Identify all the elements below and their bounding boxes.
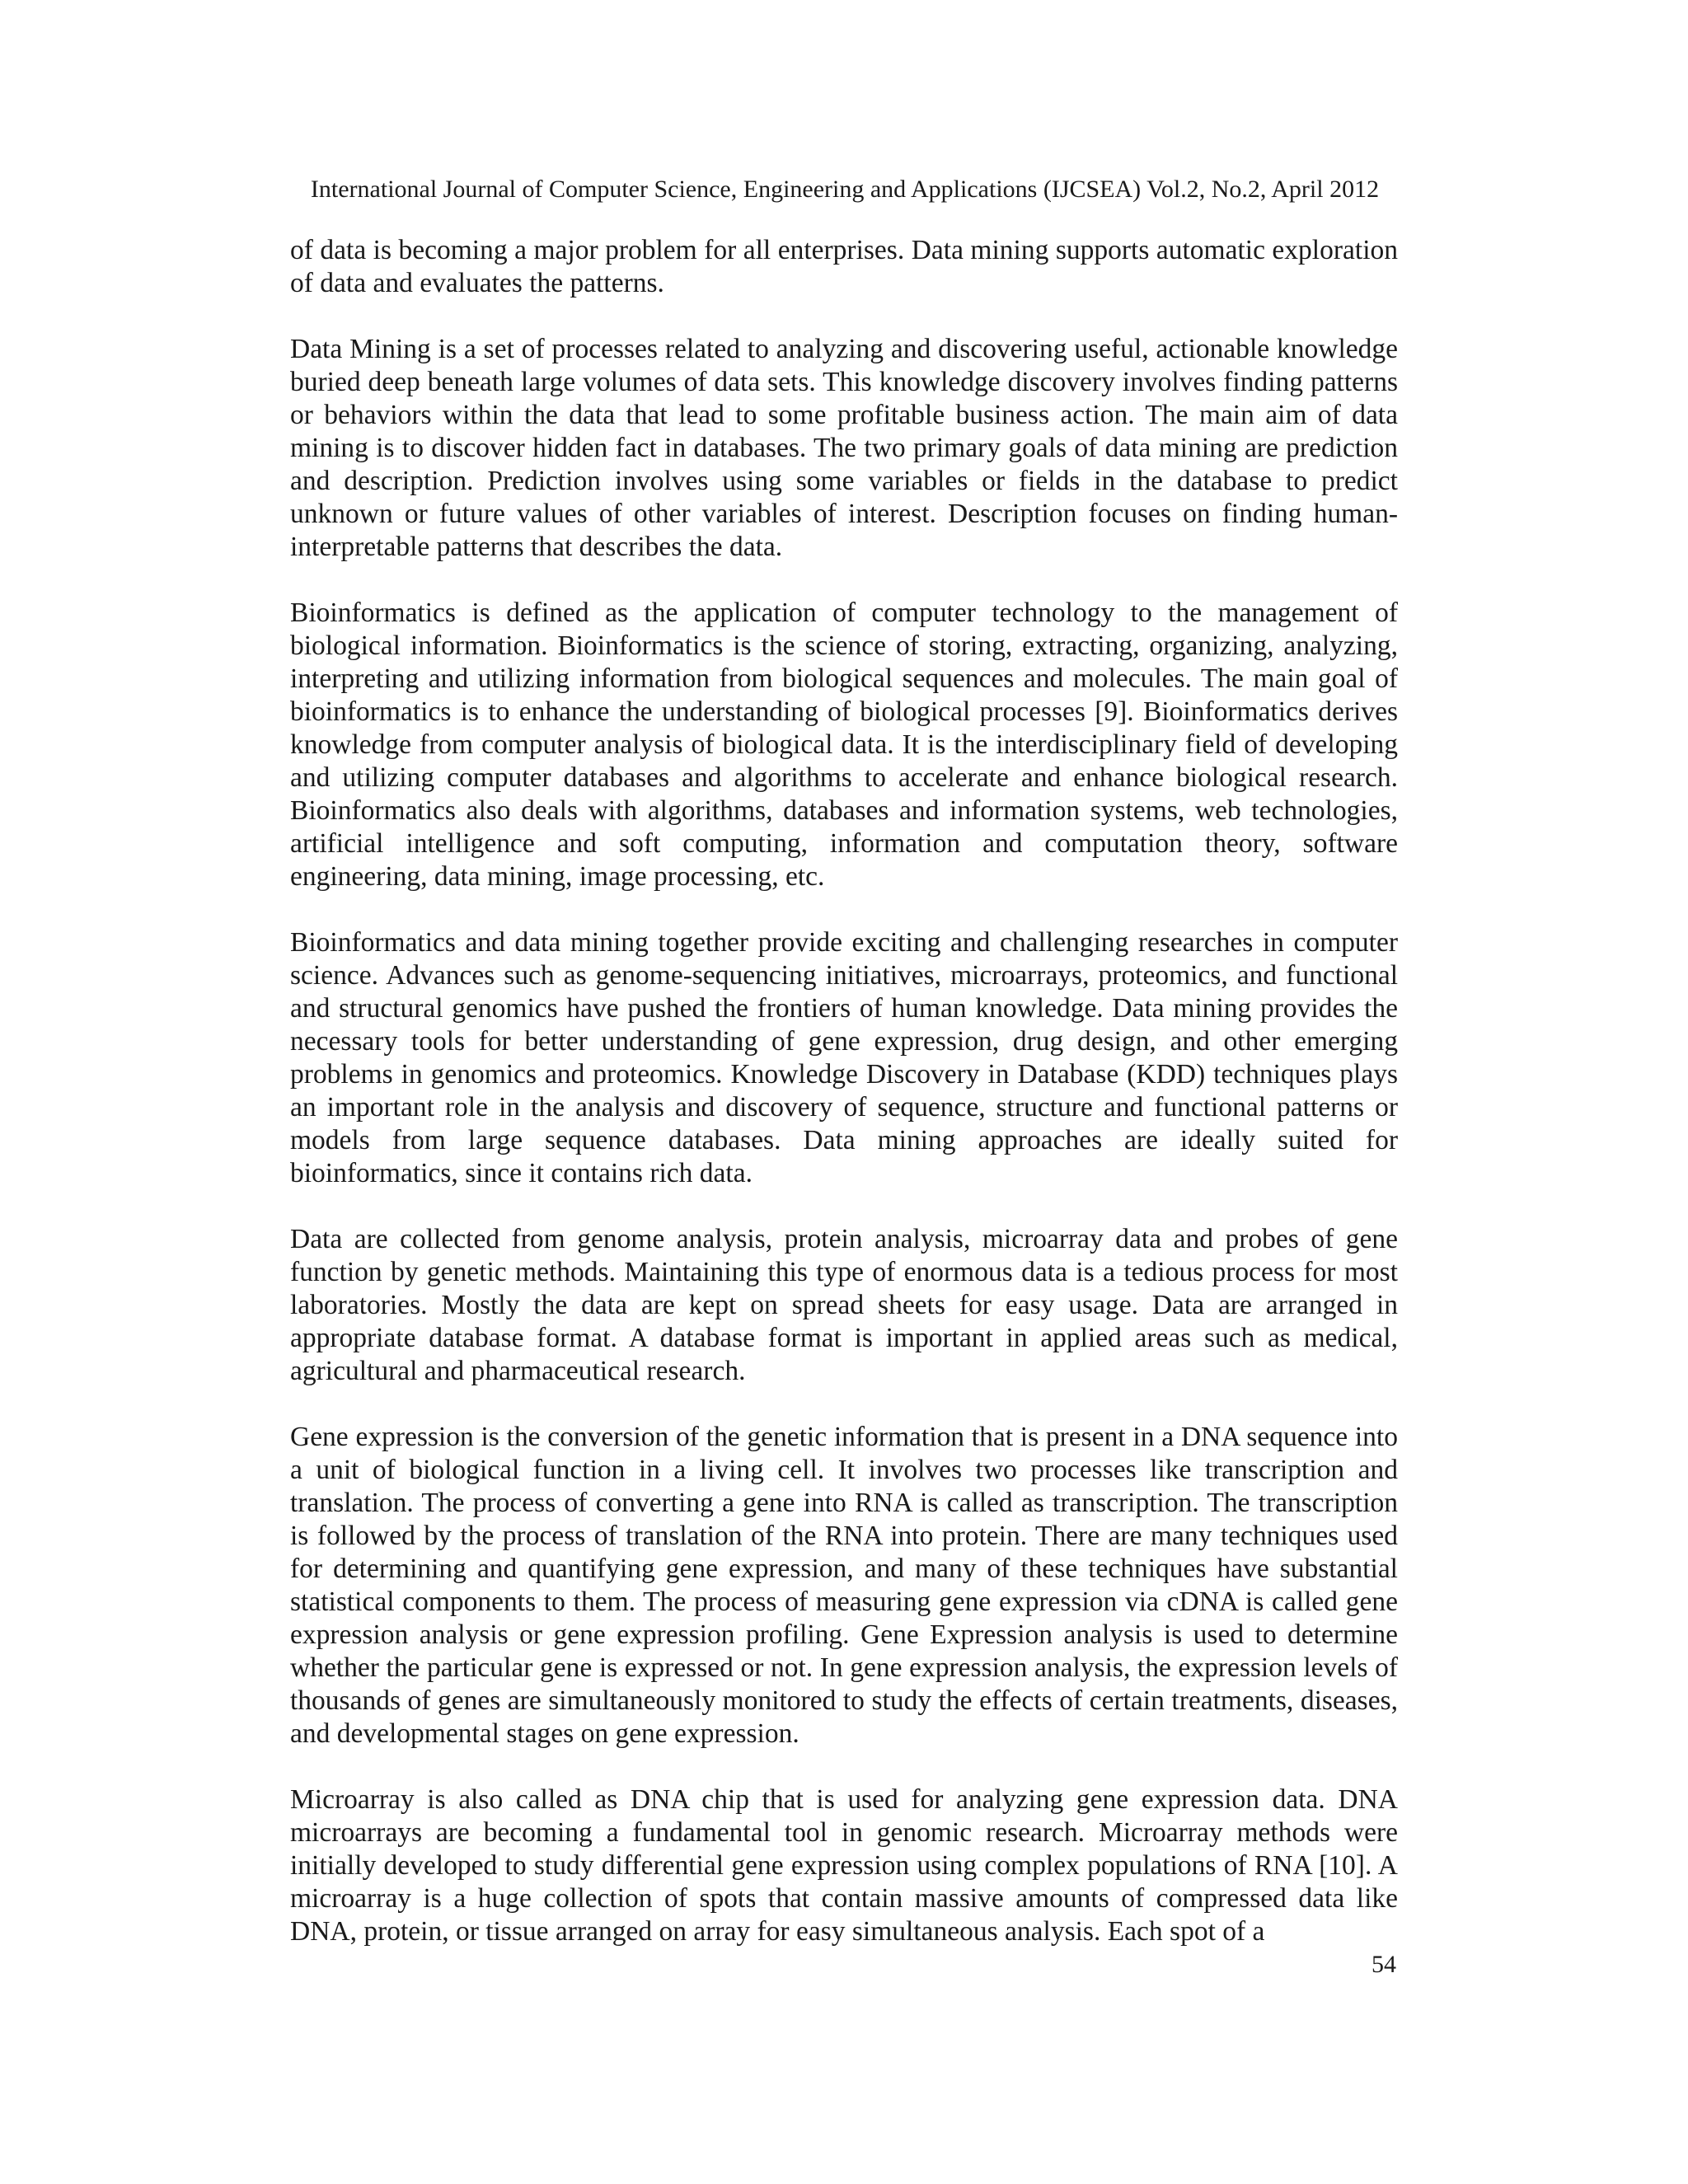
paragraph: Data are collected from genome analysis, protein analysis, microarray data and probes of gene function by genetic methods. Maintaining this type of enormous data is a tedious process for most laboratories. Mostly the data are kept on spread sheets for easy usage. Data are arranged in appropriate database format. A database format is important in applied areas such as medical, agricultural and pharmaceutical research. [290,1224,1398,1386]
paragraph: Gene expression is the conversion of the genetic information that is present in a DNA sequence into a unit of biological function in a living cell. It involves two processes like transcription and translation. The process of converting a gene into RNA is called as transcription. The transcription is followed by the process of translation of the RNA into protein. There are many techniques used for determining and quantifying gene expression, and many of these techniques have substantial statistical components to them. The process of measuring gene expression via cDNA is called gene expression analysis or gene expression profiling. Gene Expression analysis is used to determine whether the particular gene is expressed or not. In gene expression analysis, the expression levels of thousands of genes are simultaneously monitored to study the effects of certain treatments, diseases, and developmental stages on gene expression. [290,1422,1398,1749]
running-header: International Journal of Computer Science, Engineering and Applications (IJCSEA) Vol.2, No.2, April 2012 [310,176,1380,203]
paragraph: Data Mining is a set of processes related to analyzing and discovering useful, actionable knowledge buried deep beneath large volumes of data sets. This knowledge discovery involves finding patterns or behaviors within the data that lead to some profitable business action. The main aim of data mining is to discover hidden fact in databases. The two primary goals of data mining are prediction and description. Prediction involves using some variables or fields in the database to predict unknown or future values of other variables of interest. Description focuses on finding human-interpretable patterns that describes the data. [290,334,1398,562]
paragraph: Bioinformatics and data mining together provide exciting and challenging researches in computer science. Advances such as genome-sequencing initiatives, microarrays, proteomics, and functional and structural genomics have pushed the frontiers of human knowledge. Data mining provides the necessary tools for better understanding of gene expression, drug design, and other emerging problems in genomics and proteomics. Knowledge Discovery in Database (KDD) techniques plays an important role in the analysis and discovery of sequence, structure and functional patterns or models from large sequence databases. Data mining approaches are ideally suited for bioinformatics, since it contains rich data. [290,927,1398,1188]
paragraph: of data is becoming a major problem for all enterprises. Data mining supports automatic exploration of data and evaluates the patterns. [290,235,1398,298]
page-number: 54 [1372,1951,1396,1978]
body-text [290,234,1398,1981]
paragraph: Bioinformatics is defined as the application of computer technology to the management of biological information. Bioinformatics is the science of storing, extracting, organizing, analyzing, interpreting and utilizing information from biological sequences and molecules. The main goal of bioinformatics is to enhance the understanding of biological processes [9]. Bioinformatics derives knowledge from computer analysis of biological data. It is the interdisciplinary field of developing and utilizing computer databases and algorithms to accelerate and enhance biological research. Bioinformatics also deals with algorithms, databases and information systems, web technologies, artificial intelligence and soft computing, information and computation theory, software engineering, data mining, image processing, etc. [290,598,1398,892]
paragraph: Microarray is also called as DNA chip that is used for analyzing gene expression data. DNA microarrays are becoming a fundamental tool in genomic research. Microarray methods were initially developed to study differential gene expression using complex populations of RNA [10]. A microarray is a huge collection of spots that contain massive amounts of compressed data like DNA, protein, or tissue arranged on array for easy simultaneous analysis. Each spot of a [290,1784,1398,1947]
